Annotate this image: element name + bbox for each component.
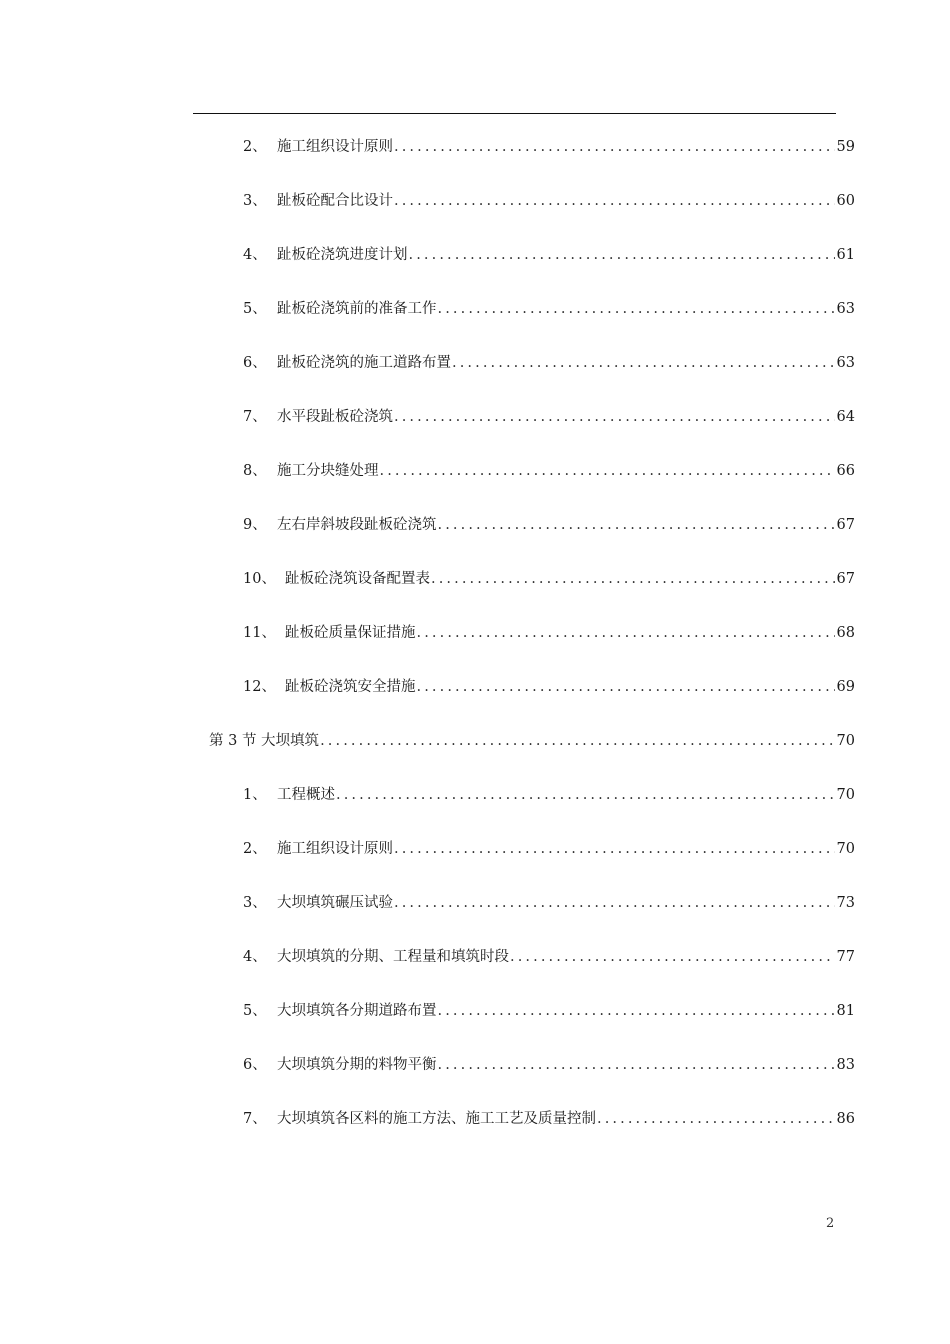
toc-entry-page: 70 [836, 841, 855, 857]
toc-entry[interactable] [243, 1000, 855, 1022]
toc-entry[interactable] [243, 946, 855, 968]
toc-entry-number: 4、 [243, 247, 267, 263]
toc-entry-page: 69 [836, 679, 855, 695]
toc-entry-page: 63 [836, 301, 855, 317]
toc-entry-page: 81 [836, 1003, 855, 1019]
toc-entry-title: 大坝填筑的分期、工程量和填筑时段 [277, 949, 509, 965]
toc-entry[interactable] [243, 406, 855, 428]
toc-entry-page: 67 [836, 571, 855, 587]
toc-entry[interactable] [243, 298, 855, 320]
toc-entry-number: 3、 [243, 193, 267, 209]
toc-entry-title: 大坝填筑各分期道路布置 [277, 1003, 437, 1019]
toc-entry-number: 2、 [243, 841, 267, 857]
toc-entry-title: 趾板砼浇筑安全措施 [285, 679, 416, 695]
toc-entry-title: 趾板砼浇筑前的准备工作 [277, 301, 437, 317]
toc-entry-number: 11、 [243, 625, 276, 641]
toc-entry-number: 7、 [243, 409, 267, 425]
toc-entry-number: 6、 [243, 355, 267, 371]
toc-entry-page: 67 [836, 517, 855, 533]
toc-dot-leader [394, 190, 835, 212]
toc-entry-number: 1、 [243, 787, 267, 803]
toc-entry-page: 63 [836, 355, 855, 371]
toc-entry[interactable] [243, 838, 855, 860]
toc-dot-leader [394, 838, 835, 860]
toc-entry-title: 趾板砼质量保证措施 [285, 625, 416, 641]
toc-entry[interactable] [243, 136, 855, 158]
toc-entry-title: 趾板砼浇筑设备配置表 [285, 571, 430, 587]
toc-dot-leader [394, 892, 835, 914]
toc-entry[interactable] [243, 352, 855, 374]
toc-entry[interactable] [243, 784, 855, 806]
toc-entry-number: 9、 [243, 517, 267, 533]
toc-dot-leader [336, 784, 835, 806]
toc-entry[interactable] [243, 1054, 855, 1076]
toc-entry-page: 59 [836, 139, 855, 155]
toc-entry-number: 4、 [243, 949, 267, 965]
toc-entry-title: 水平段趾板砼浇筑 [277, 409, 393, 425]
toc-entry-page: 61 [836, 247, 855, 263]
toc-entry-number: 10、 [243, 571, 276, 587]
toc-entry-title: 施工组织设计原则 [277, 841, 393, 857]
toc-entry-title: 大坝填筑碾压试验 [277, 895, 393, 911]
toc-entry-number: 3、 [243, 895, 267, 911]
toc-entry-page: 66 [836, 463, 855, 479]
toc-entry[interactable] [243, 1108, 855, 1130]
toc-dot-leader [438, 514, 835, 536]
toc-entry-number: 6、 [243, 1057, 267, 1073]
toc-entry[interactable] [243, 190, 855, 212]
toc-entry[interactable] [243, 676, 855, 698]
toc-entry-number: 8、 [243, 463, 267, 479]
toc-entry-title: 趾板砼浇筑的施工道路布置 [277, 355, 451, 371]
toc-entry[interactable] [243, 514, 855, 536]
toc-dot-leader [320, 730, 834, 752]
toc-entry-title: 施工组织设计原则 [277, 139, 393, 155]
toc-entry-number: 12、 [243, 679, 276, 695]
toc-entry-page: 86 [836, 1111, 855, 1127]
toc-entry-title: 施工分块缝处理 [277, 463, 379, 479]
toc-entry-page: 83 [836, 1057, 855, 1073]
toc-entry-number: 2、 [243, 139, 267, 155]
toc-section-entry[interactable] [209, 730, 855, 752]
toc-entry[interactable] [243, 892, 855, 914]
toc-dot-leader [417, 676, 835, 698]
toc-entry-title: 大坝填筑分期的料物平衡 [277, 1057, 437, 1073]
toc-entry[interactable] [243, 460, 855, 482]
toc-entry-page: 60 [836, 193, 855, 209]
toc-dot-leader [438, 298, 835, 320]
toc-entry-page: 70 [836, 733, 855, 749]
toc-entry[interactable] [243, 244, 855, 266]
toc-entry-page: 64 [836, 409, 855, 425]
toc-dot-leader [438, 1000, 835, 1022]
toc-dot-leader [438, 1054, 835, 1076]
toc-dot-leader [431, 568, 835, 590]
toc-dot-leader [394, 406, 835, 428]
toc-entry-number: 7、 [243, 1111, 267, 1127]
toc-dot-leader [409, 244, 835, 266]
toc-entry-title: 趾板砼浇筑进度计划 [277, 247, 408, 263]
toc-dot-leader [597, 1108, 835, 1130]
toc-entry-title: 大坝填筑各区料的施工方法、施工工艺及质量控制 [277, 1111, 596, 1127]
toc-entry-title: 第 3 节 大坝填筑 [209, 733, 320, 749]
toc-entry-title: 左右岸斜坡段趾板砼浇筑 [277, 517, 437, 533]
toc-entry[interactable] [243, 568, 855, 590]
toc-dot-leader [510, 946, 835, 968]
toc-dot-leader [417, 622, 835, 644]
page-number: 2 [826, 1216, 835, 1231]
toc-entry-page: 68 [836, 625, 855, 641]
toc-dot-leader [394, 136, 835, 158]
toc-entry-page: 70 [836, 787, 855, 803]
toc-entry[interactable] [243, 622, 855, 644]
toc-dot-leader [452, 352, 835, 374]
toc-dot-leader [380, 460, 835, 482]
toc-entry-title: 趾板砼配合比设计 [277, 193, 393, 209]
toc-entry-title: 工程概述 [277, 787, 335, 803]
toc-entry-page: 77 [836, 949, 855, 965]
toc-entry-page: 73 [836, 895, 855, 911]
toc-entry-number: 5、 [243, 1003, 267, 1019]
toc-entry-number: 5、 [243, 301, 267, 317]
